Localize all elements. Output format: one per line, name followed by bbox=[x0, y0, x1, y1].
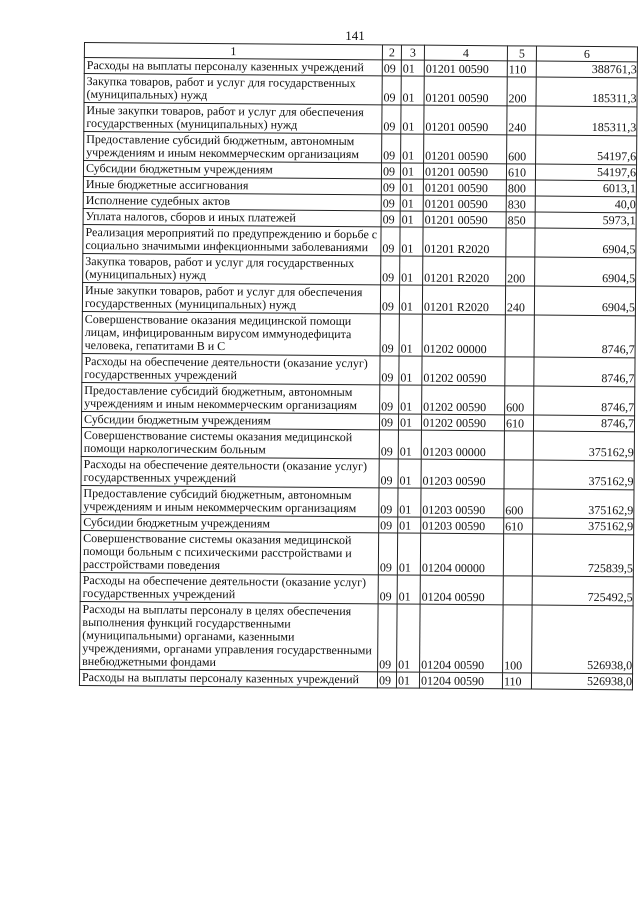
section-code: 09 bbox=[379, 414, 398, 430]
amount: 54197,6 bbox=[535, 164, 636, 181]
section-code: 09 bbox=[381, 256, 400, 285]
section-code: 09 bbox=[377, 672, 396, 688]
amount: 6904,5 bbox=[535, 257, 636, 287]
expense-name: Предоставление субсидий бюджетным, автономным учреждениям и иным некоммерческим организациям bbox=[81, 485, 379, 516]
target-article-code: 01203 00590 bbox=[421, 488, 504, 518]
target-article-code: 01201 R2020 bbox=[423, 227, 506, 257]
expense-name: Предоставление субсидий бюджетным, автономным учреждениям и иным некоммерческим организациям bbox=[82, 382, 380, 413]
subsection-code: 01 bbox=[398, 430, 421, 459]
target-article-code: 01202 00000 bbox=[422, 314, 505, 357]
column-header-2: 2 bbox=[382, 45, 401, 60]
section-code: 09 bbox=[380, 356, 399, 385]
expense-name: Иные бюджетные ассигнования bbox=[83, 176, 381, 194]
subsection-code: 01 bbox=[399, 314, 422, 356]
table-row bbox=[83, 224, 636, 257]
section-code: 09 bbox=[381, 195, 400, 211]
target-article-code: 01201 00590 bbox=[423, 163, 506, 180]
subsection-code: 01 bbox=[397, 575, 420, 604]
section-code: 09 bbox=[382, 60, 401, 76]
target-article-code: 01202 00590 bbox=[422, 385, 505, 415]
amount: 6904,5 bbox=[535, 228, 636, 258]
target-article-code: 01201 R2020 bbox=[423, 256, 506, 286]
expense-type-code: 200 bbox=[507, 77, 536, 106]
target-article-code: 01203 00590 bbox=[421, 517, 504, 534]
subsection-code: 01 bbox=[400, 163, 423, 179]
section-code: 09 bbox=[378, 604, 398, 672]
amount: 185311,3 bbox=[536, 106, 637, 136]
amount: 725839,5 bbox=[532, 534, 633, 577]
expense-name: Совершенствование системы оказания медицинской помощи наркологическим больным bbox=[81, 427, 379, 458]
budget-table-sheet bbox=[79, 42, 638, 690]
expense-name: Исполнение судебных актов bbox=[83, 192, 381, 210]
amount: 8746,7 bbox=[534, 386, 635, 416]
target-article-code: 01201 00590 bbox=[424, 60, 507, 77]
expense-name: Субсидии бюджетным учреждениям bbox=[81, 514, 379, 532]
section-code: 09 bbox=[381, 211, 400, 227]
amount: 526938,0 bbox=[532, 605, 634, 674]
section-code: 09 bbox=[380, 285, 399, 314]
amount: 375162,9 bbox=[533, 518, 634, 535]
expense-type-code bbox=[505, 357, 534, 386]
expense-type-code: 600 bbox=[507, 135, 536, 164]
expense-type-code bbox=[504, 460, 533, 489]
subsection-code: 01 bbox=[400, 256, 423, 285]
target-article-code: 01202 00590 bbox=[422, 356, 505, 386]
amount: 54197,6 bbox=[536, 135, 637, 165]
amount: 375162,9 bbox=[533, 489, 634, 519]
expense-type-code bbox=[506, 228, 535, 257]
table-row bbox=[80, 601, 634, 673]
expense-type-code: 110 bbox=[502, 673, 531, 689]
target-article-code: 01202 00590 bbox=[421, 414, 504, 431]
subsection-code: 01 bbox=[398, 459, 421, 488]
amount: 375162,9 bbox=[533, 460, 634, 490]
target-article-code: 01201 00590 bbox=[424, 76, 507, 106]
section-code: 09 bbox=[381, 163, 400, 179]
column-header-3: 3 bbox=[401, 45, 424, 60]
expense-name: Совершенствование оказания медицинской помощи лицам, инфицированным вирусом иммунодефицита человека, гепатитами B и C bbox=[82, 311, 380, 355]
expense-type-code: 830 bbox=[506, 196, 535, 212]
target-article-code: 01201 00590 bbox=[423, 195, 506, 212]
section-code: 09 bbox=[379, 517, 398, 533]
amount: 388761,3 bbox=[536, 61, 637, 78]
expense-type-code: 240 bbox=[505, 286, 534, 315]
expense-type-code: 800 bbox=[506, 180, 535, 196]
table-row bbox=[80, 572, 633, 605]
target-article-code: 01203 00590 bbox=[421, 459, 504, 489]
amount: 725492,5 bbox=[532, 576, 633, 606]
expense-name: Предоставление субсидий бюджетным, автономным учреждениям и иным некоммерческим организациям bbox=[84, 132, 382, 163]
subsection-code: 01 bbox=[398, 517, 421, 533]
amount: 5973,1 bbox=[535, 212, 636, 229]
subsection-code: 01 bbox=[400, 195, 423, 211]
expense-name: Закупка товаров, работ и услуг для государственных (муниципальных) нужд bbox=[84, 74, 382, 105]
expense-name: Расходы на обеспечение деятельности (оказание услуг) государственных учреждений bbox=[81, 456, 379, 487]
section-code: 09 bbox=[380, 314, 399, 356]
section-code: 09 bbox=[382, 76, 401, 105]
section-code: 09 bbox=[378, 533, 397, 575]
page-number: 141 bbox=[345, 28, 365, 43]
target-article-code: 01201 00590 bbox=[424, 105, 507, 135]
table-row bbox=[81, 456, 634, 489]
section-code: 09 bbox=[378, 575, 397, 604]
table-row bbox=[82, 353, 635, 386]
expense-name: Иные закупки товаров, работ и услуг для обеспечения государственных (муниципальных) нужд bbox=[82, 282, 380, 313]
section-code: 09 bbox=[379, 488, 398, 517]
column-header-1: 1 bbox=[84, 43, 382, 60]
expense-type-code: 200 bbox=[506, 257, 535, 286]
amount: 40,0 bbox=[535, 196, 636, 213]
table-row bbox=[82, 382, 635, 415]
expense-type-code: 600 bbox=[505, 386, 534, 415]
subsection-code: 01 bbox=[400, 211, 423, 227]
section-code: 09 bbox=[381, 179, 400, 195]
expense-type-code: 610 bbox=[506, 164, 535, 180]
section-code: 09 bbox=[379, 459, 398, 488]
subsection-code: 01 bbox=[397, 533, 420, 575]
target-article-code: 01201 00590 bbox=[424, 134, 507, 164]
expense-name: Иные закупки товаров, работ и услуг для обеспечения государственных (муниципальных) нужд bbox=[84, 103, 382, 134]
section-code: 09 bbox=[380, 385, 399, 414]
table-row bbox=[84, 132, 637, 165]
amount: 6013,1 bbox=[535, 180, 636, 197]
budget-table bbox=[79, 42, 638, 690]
subsection-code: 01 bbox=[396, 672, 419, 688]
subsection-code: 01 bbox=[401, 60, 424, 76]
subsection-code: 01 bbox=[401, 134, 424, 163]
column-header-4: 4 bbox=[424, 45, 507, 61]
amount: 526938,0 bbox=[531, 673, 632, 690]
subsection-code: 01 bbox=[398, 488, 421, 517]
expense-type-code: 850 bbox=[506, 212, 535, 228]
expense-name: Закупка товаров, работ и услуг для государственных (муниципальных) нужд bbox=[83, 253, 381, 284]
subsection-code: 01 bbox=[401, 76, 424, 105]
subsection-code: 01 bbox=[399, 285, 422, 314]
expense-name: Расходы на выплаты персоналу в целях обеспечения выполнения функций государственными (муниципальными) органами, казенными учреждениями, органами управления государственными внебюджетными фондами bbox=[80, 601, 379, 671]
expense-type-code: 610 bbox=[504, 415, 533, 431]
target-article-code: 01204 00000 bbox=[420, 533, 503, 576]
expense-name: Уплата налогов, сборов и иных платежей bbox=[83, 208, 381, 226]
subsection-code: 01 bbox=[398, 414, 421, 430]
target-article-code: 01201 R2020 bbox=[422, 285, 505, 315]
amount: 8746,7 bbox=[533, 415, 634, 432]
table-row bbox=[81, 485, 634, 518]
expense-type-code: 240 bbox=[507, 106, 536, 135]
expense-type-code: 600 bbox=[504, 489, 533, 518]
column-header-6: 6 bbox=[536, 46, 637, 62]
section-code: 09 bbox=[381, 227, 400, 256]
expense-name: Расходы на выплаты персоналу казенных учреждений bbox=[79, 669, 377, 687]
table-row bbox=[83, 253, 636, 286]
target-article-code: 01201 00590 bbox=[423, 211, 506, 228]
expense-name: Расходы на обеспечение деятельности (оказание услуг) государственных учреждений bbox=[82, 353, 380, 384]
table-row bbox=[82, 311, 635, 357]
expense-type-code bbox=[503, 576, 532, 605]
table-row bbox=[79, 669, 632, 689]
expense-name: Расходы на выплаты персоналу казенных учреждений bbox=[84, 58, 382, 76]
expense-name: Субсидии бюджетным учреждениям bbox=[83, 161, 381, 179]
amount: 8746,7 bbox=[534, 315, 635, 358]
table-row bbox=[82, 282, 635, 315]
table-row bbox=[84, 74, 637, 107]
expense-name: Расходы на обеспечение деятельности (оказание услуг) государственных учреждений bbox=[80, 572, 378, 603]
amount: 375162,9 bbox=[533, 431, 634, 461]
section-code: 09 bbox=[379, 430, 398, 459]
amount: 185311,3 bbox=[536, 77, 637, 107]
target-article-code: 01204 00590 bbox=[419, 672, 502, 689]
target-article-code: 01204 00590 bbox=[420, 604, 504, 673]
section-code: 09 bbox=[382, 134, 401, 163]
subsection-code: 01 bbox=[399, 356, 422, 385]
subsection-code: 01 bbox=[400, 179, 423, 195]
target-article-code: 01203 00000 bbox=[421, 430, 504, 460]
expense-name: Совершенствование системы оказания медицинской помощи больным с психическими расстройствами и расстройствами поведения bbox=[80, 530, 378, 574]
expense-type-code: 110 bbox=[507, 61, 536, 77]
expense-type-code bbox=[505, 315, 534, 357]
subsection-code: 01 bbox=[397, 604, 421, 672]
expense-type-code bbox=[503, 534, 532, 576]
table-row bbox=[80, 530, 633, 576]
target-article-code: 01201 00590 bbox=[423, 179, 506, 196]
subsection-code: 01 bbox=[401, 105, 424, 134]
expense-name: Реализация мероприятий по предупреждению и борьбе с социально значимыми инфекционными заболеваниями bbox=[83, 224, 381, 255]
expense-type-code bbox=[504, 431, 533, 460]
subsection-code: 01 bbox=[399, 385, 422, 414]
expense-type-code: 610 bbox=[504, 518, 533, 534]
table-row bbox=[84, 103, 637, 136]
amount: 8746,7 bbox=[534, 357, 635, 387]
column-header-5: 5 bbox=[507, 46, 536, 61]
subsection-code: 01 bbox=[400, 227, 423, 256]
expense-name: Субсидии бюджетным учреждениям bbox=[81, 411, 379, 429]
expense-type-code: 100 bbox=[503, 605, 533, 673]
section-code: 09 bbox=[382, 105, 401, 134]
amount: 6904,5 bbox=[534, 286, 635, 316]
target-article-code: 01204 00590 bbox=[420, 575, 503, 605]
table-row bbox=[81, 427, 634, 460]
